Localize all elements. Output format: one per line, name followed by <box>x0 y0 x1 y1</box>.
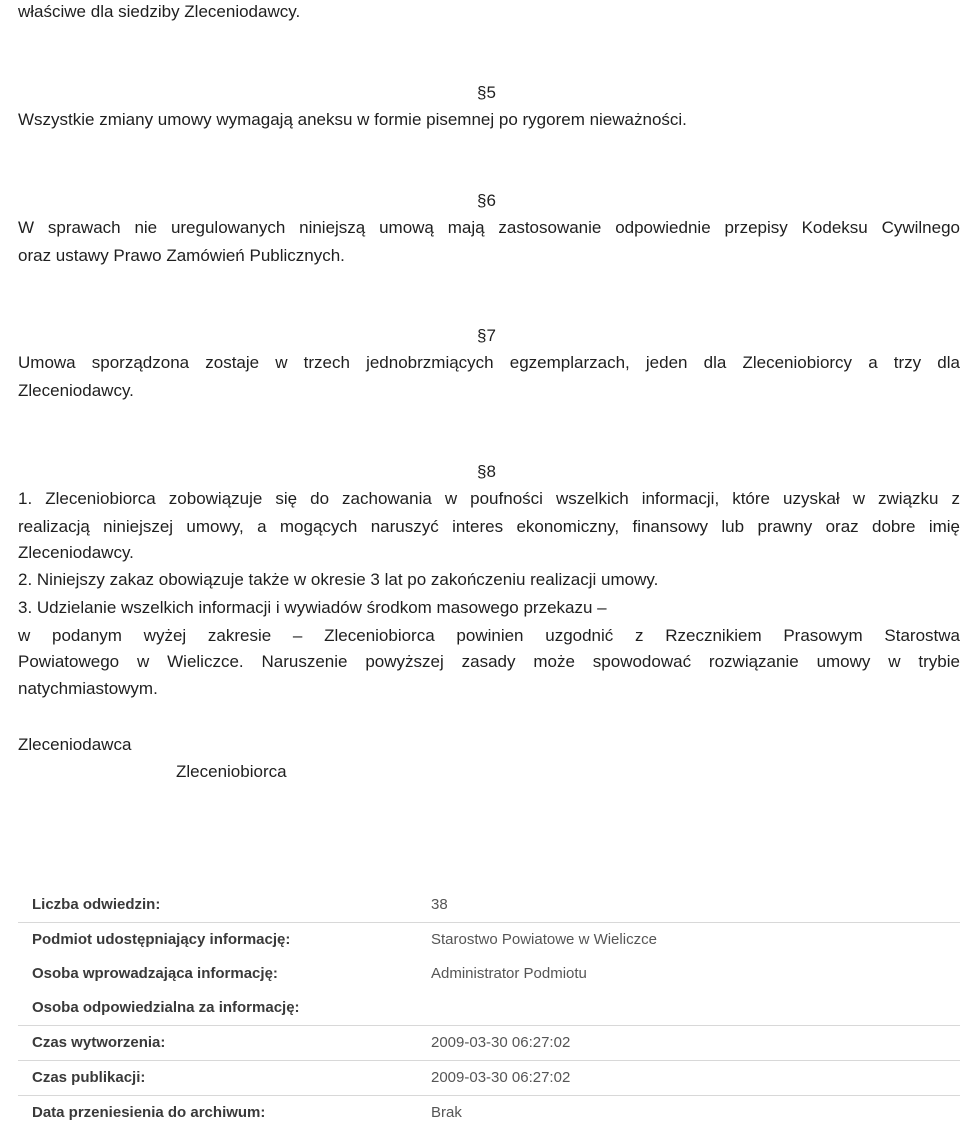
metadata-table <box>18 888 960 1130</box>
paragraph-line: oraz ustawy Prawo Zamówień Publicznych. <box>18 246 345 265</box>
meta-row-visits <box>18 888 960 922</box>
meta-value: 38 <box>431 896 448 913</box>
paragraph-line: Zleceniodawcy. <box>18 543 134 562</box>
paragraph-line: 3. Udzielanie wszelkich informacji i wywiadów środkom masowego przekazu – <box>18 598 607 617</box>
paragraph-line: W sprawach nie uregulowanych niniejszą umową mają zastosowanie odpowiednie przepisy Kodeksu Cywilnego <box>18 218 960 237</box>
meta-label: Osoba odpowiedzialna za informację: <box>32 999 300 1016</box>
meta-row-publisher <box>18 922 960 957</box>
paragraph-line: realizacją niniejszej umowy, a mogących naruszyć interes ekonomiczny, finansowy lub prawny oraz dobre imię <box>18 517 960 536</box>
meta-row-published <box>18 1060 960 1095</box>
paragraph-line: Umowa sporządzona zostaje w trzech jednobrzmiących egzemplarzach, jeden dla Zleceniobiorcy a trzy dla <box>18 353 960 372</box>
signature-zleceniodawca: Zleceniodawca <box>18 735 132 754</box>
meta-value: 2009-03-30 06:27:02 <box>431 1069 571 1086</box>
meta-label: Czas publikacji: <box>32 1069 146 1086</box>
meta-row-entered-by <box>18 957 960 991</box>
meta-label: Liczba odwiedzin: <box>32 896 161 913</box>
meta-label: Data przeniesienia do archiwum: <box>32 1104 266 1121</box>
section-number: 5 <box>486 83 496 102</box>
meta-row-responsible <box>18 991 960 1025</box>
paragraph-line: 2. Niniejszy zakaz obowiązuje także w okresie 3 lat po zakończeniu realizacji umowy. <box>18 570 659 589</box>
meta-row-created <box>18 1025 960 1060</box>
section-symbol: § <box>477 462 487 481</box>
signature-zleceniobiorca: Zleceniobiorca <box>176 762 287 781</box>
paragraph-line: Powiatowego w Wieliczce. Naruszenie powyższej zasady może spowodować rozwiązanie umowy w trybie <box>18 652 960 671</box>
meta-value: Administrator Podmiotu <box>431 965 587 982</box>
meta-label: Osoba wprowadzająca informację: <box>32 965 278 982</box>
paragraph-line: Zleceniodawcy. <box>18 381 134 400</box>
paragraph-line: natychmiastowym. <box>18 679 158 698</box>
meta-value: Brak <box>431 1104 462 1121</box>
meta-row-archived <box>18 1095 960 1130</box>
section-number: 8 <box>486 462 496 481</box>
section-heading-8 <box>477 462 496 482</box>
section-heading-6 <box>477 191 496 211</box>
section-heading-5 <box>477 83 496 103</box>
section-heading-7 <box>477 326 496 346</box>
section-number: 6 <box>486 191 496 210</box>
meta-label: Podmiot udostępniający informację: <box>32 931 291 948</box>
paragraph-line: w podanym wyżej zakresie – Zleceniobiorca powinien uzgodnić z Rzecznikiem Prasowym Starostwa <box>18 626 960 645</box>
paragraph-line: właściwe dla siedziby Zleceniodawcy. <box>18 2 301 21</box>
paragraph-line: 1. Zleceniobiorca zobowiązuje się do zachowania w poufności wszelkich informacji, które uzyskał w związku z <box>18 489 960 508</box>
section-symbol: § <box>477 326 487 345</box>
meta-value: 2009-03-30 06:27:02 <box>431 1034 571 1051</box>
section-symbol: § <box>477 83 487 102</box>
section-symbol: § <box>477 191 487 210</box>
meta-label: Czas wytworzenia: <box>32 1034 166 1051</box>
section-number: 7 <box>486 326 496 345</box>
paragraph-line: Wszystkie zmiany umowy wymagają aneksu w formie pisemnej po rygorem nieważności. <box>18 110 687 129</box>
meta-value: Starostwo Powiatowe w Wieliczce <box>431 931 657 948</box>
